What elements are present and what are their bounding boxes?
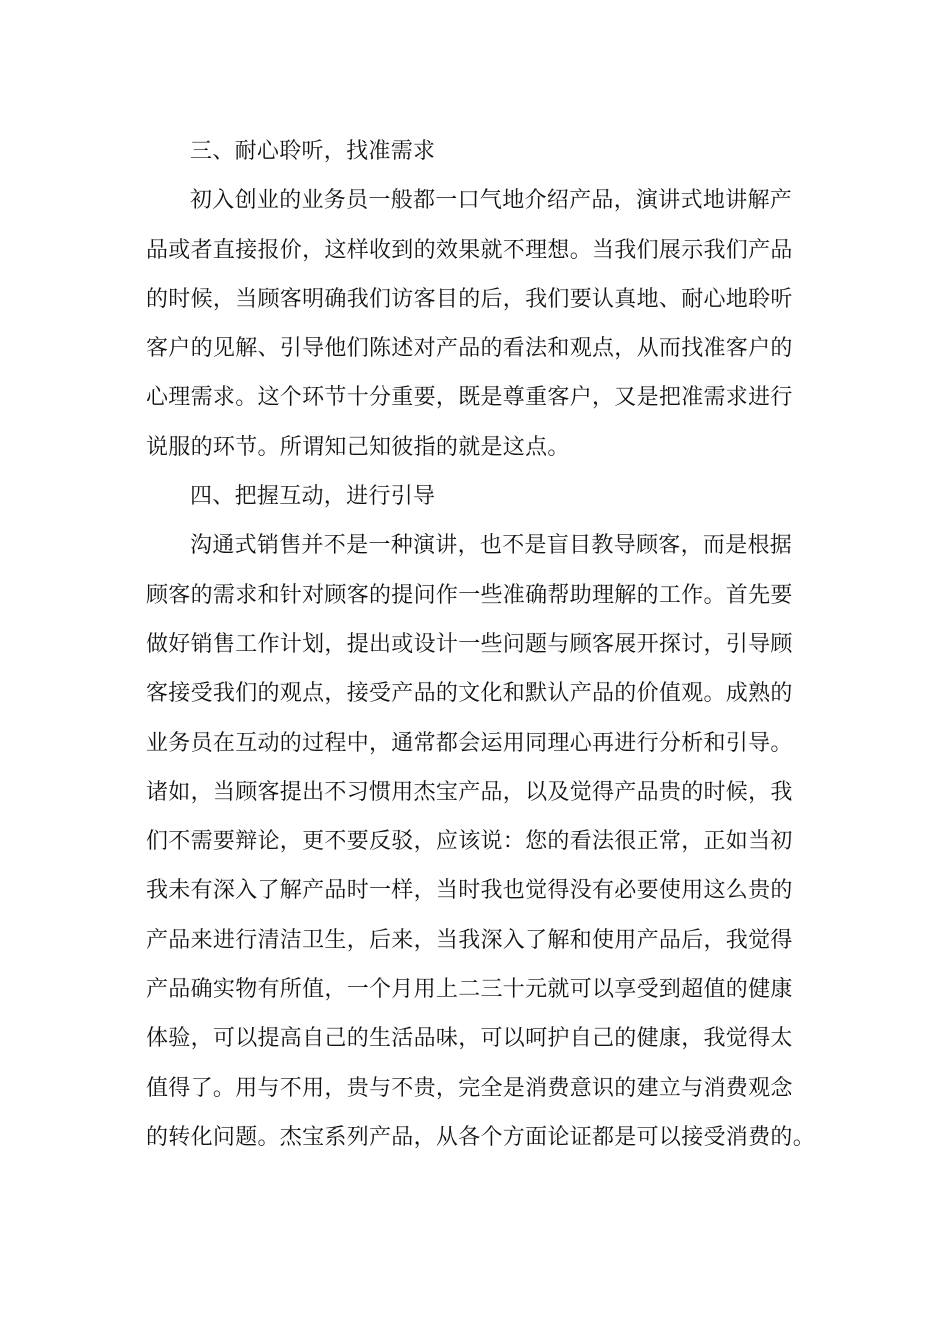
paragraph-line: 沟通式销售并不是一种演讲，也不是盲目教导顾客，而是根据 [190,533,793,559]
paragraph-line: 的转化问题。杰宝系列产品，从各个方面论证都是可以接受消费的。 [146,1124,816,1150]
paragraph-line: 产品来进行清洁卫生，后来，当我深入了解和使用产品后，我觉得 [146,927,793,953]
paragraph-line: 们不需要辩论，更不要反驳，应该说：您的看法很正常，正如当初 [146,829,793,855]
paragraph-line: 值得了。用与不用，贵与不贵，完全是消费意识的建立与消费观念 [146,1075,793,1101]
paragraph-line: 业务员在互动的过程中，通常都会运用同理心再进行分析和引导。 [146,730,793,756]
paragraph-line: 客接受我们的观点，接受产品的文化和默认产品的价值观。成熟的 [146,681,793,707]
section-heading-3: 三、耐心聆听，找准需求 [190,139,436,164]
section-heading-4: 四、把握互动，进行引导 [190,484,436,510]
paragraph-line: 体验，可以提高自己的生活品味，可以呵护自己的健康，我觉得太 [146,1026,793,1052]
paragraph-line: 诸如，当顾客提出不习惯用杰宝产品，以及觉得产品贵的时候，我 [146,779,793,805]
paragraph-line: 顾客的需求和针对顾客的提问作一些准确帮助理解的工作。首先要 [146,582,793,608]
paragraph-line: 做好销售工作计划，提出或设计一些问题与顾客展开探讨，引导顾 [146,631,793,657]
paragraph-line: 产品确实物有所值，一个月用上二三十元就可以享受到超值的健康 [146,977,793,1003]
paragraph-line: 初入创业的业务员一般都一口气地介绍产品，演讲式地讲解产 [190,188,793,214]
document-body [146,127,816,1162]
paragraph-line: 品或者直接报价，这样收到的效果就不理想。当我们展示我们产品 [146,237,793,263]
paragraph-line: 客户的见解、引导他们陈述对产品的看法和观点，从而找准客户的 [146,336,793,362]
paragraph-line: 心理需求。这个环节十分重要，既是尊重客户，又是把准需求进行 [146,385,793,411]
paragraph-line: 说服的环节。所谓知己知彼指的就是这点。 [146,434,570,460]
paragraph-line: 我未有深入了解产品时一样，当时我也觉得没有必要使用这么贵的 [146,878,793,904]
paragraph-line: 的时候，当顾客明确我们访客目的后，我们要认真地、耐心地聆听 [146,286,793,312]
